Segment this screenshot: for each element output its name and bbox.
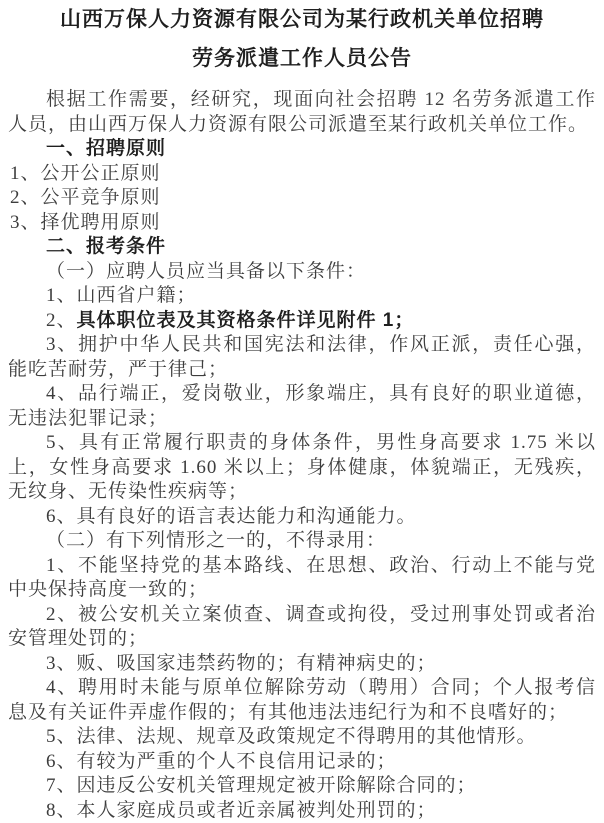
- paragraph: 6、具有良好的语言表达能力和沟通能力。: [8, 505, 596, 530]
- paragraph: 3、择优聘用原则: [8, 211, 596, 236]
- paragraph: 3、拥护中华人民共和国宪法和法律，作风正派，责任心强，能吃苦耐劳，严于律己；: [8, 333, 596, 382]
- paragraph: 8、本人家庭成员或者近亲属被判处刑罚的；: [8, 799, 596, 823]
- document-title-line-1: 山西万保人力资源有限公司为某行政机关单位招聘: [8, 8, 596, 32]
- paragraph: 2、公平竞争原则: [8, 186, 596, 211]
- regular-text-run: 2、: [46, 310, 77, 331]
- paragraph: 1、不能坚持党的基本路线、在思想、政治、行动上不能与党中央保持高度一致的；: [8, 554, 596, 603]
- paragraph: 1、公开公正原则: [8, 162, 596, 187]
- document-title-line-2: 劳务派遣工作人员公告: [8, 47, 596, 71]
- bold-text-run: 具体职位表及其资格条件详见附件 1；: [77, 310, 415, 331]
- paragraph: 4、品行端正，爱岗敬业，形象端庄，具有良好的职业道德，无违法犯罪记录；: [8, 382, 596, 431]
- paragraph: 5、法律、法规、规章及政策规定不得聘用的其他情形。: [8, 725, 596, 750]
- section-heading: 一、招聘原则: [8, 137, 596, 162]
- paragraph: 7、因违反公安机关管理规定被开除解除合同的；: [8, 774, 596, 799]
- paragraph: 根据工作需要，经研究，现面向社会招聘 12 名劳务派遣工作人员，由山西万保人力资源有限公司派遣至某行政机关单位工作。: [8, 88, 596, 137]
- paragraph: （二）有下列情形之一的，不得录用：: [8, 529, 596, 554]
- paragraph: 1、山西省户籍；: [8, 284, 596, 309]
- paragraph: 3、贩、吸国家违禁药物的；有精神病史的；: [8, 652, 596, 677]
- bold-paragraph: [8, 309, 596, 334]
- section-heading: 二、报考条件: [8, 235, 596, 260]
- document-body: [8, 88, 596, 823]
- paragraph: 2、被公安机关立案侦查、调查或拘役，受过刑事处罚或者治安管理处罚的；: [8, 603, 596, 652]
- paragraph: 6、有较为严重的个人不良信用记录的；: [8, 750, 596, 775]
- paragraph: 5、具有正常履行职责的身体条件，男性身高要求 1.75 米以上，女性身高要求 1.60 米以上；身体健康，体貌端正，无残疾，无纹身、无传染性疾病等；: [8, 431, 596, 505]
- paragraph: 4、聘用时未能与原单位解除劳动（聘用）合同；个人报考信息及有关证件弄虚作假的；有其他违法违纪行为和不良嗜好的；: [8, 676, 596, 725]
- paragraph: （一）应聘人员应当具备以下条件：: [8, 260, 596, 285]
